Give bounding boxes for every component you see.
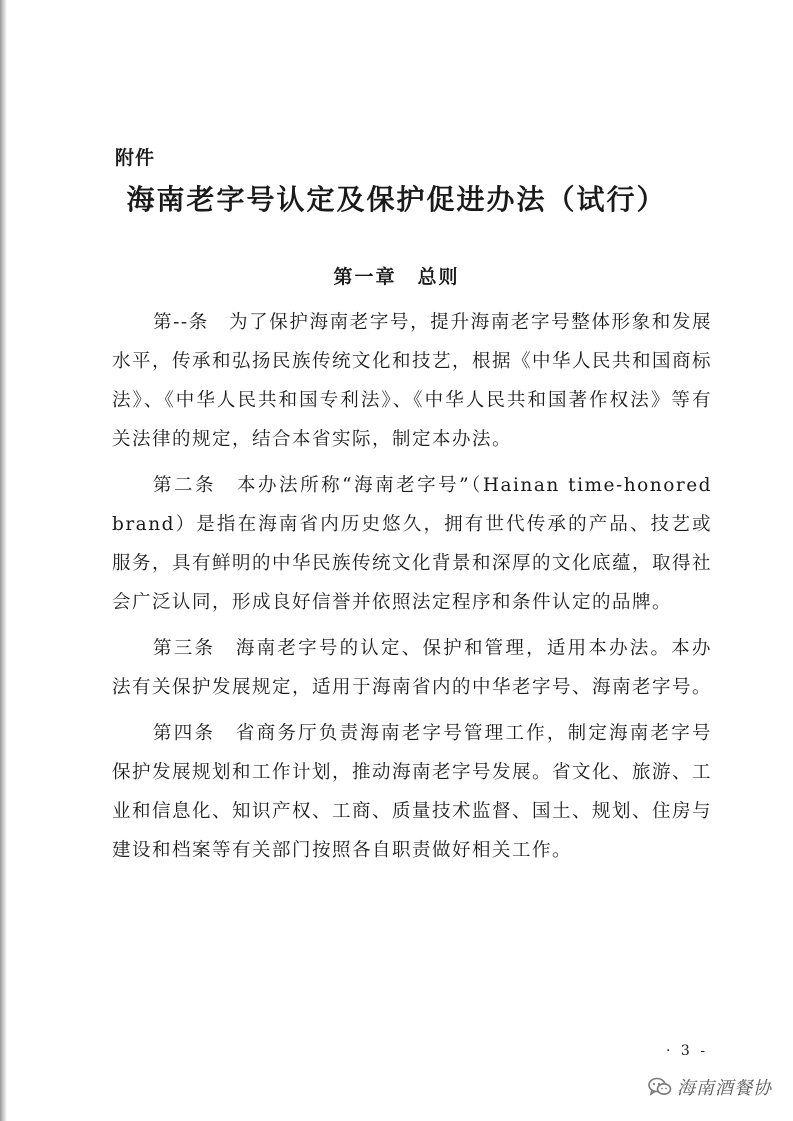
watermark xyxy=(648,1074,772,1100)
article-4: 第四条 省商务厅负责海南老字号管理工作，制定海南老字号保护发展规划和工作计划，推动海南老字号发展。省文化、旅游、工业和信息化、知识产权、工商、质量技术监督、国土、规划、住房与建设和档案等有关部门按照各自职责做好相关工作。 xyxy=(112,723,713,861)
wechat-icon xyxy=(648,1077,672,1097)
watermark-text: 海南酒餐协 xyxy=(677,1078,772,1099)
chapter-heading: 第一章 总则 xyxy=(333,266,460,288)
article-1: 第--条 为了保护海南老字号，提升海南老字号整体形象和发展水平，传承和弘扬民族传统文化和技艺，根据《中华人民共和国商标法》、《中华人民共和国专利法》、《中华人民共和国著作权法》等有关法律的规定，结合本省实际，制定本办法。 xyxy=(112,312,713,450)
page-number: · 3 - xyxy=(666,1043,708,1059)
article-2: 第二条 本办法所称“海南老字号”（Hainan time-honored brand）是指在海南省内历史悠久，拥有世代传承的产品、技艺或服务，具有鲜明的中华民族传统文化背景和深厚的文化底蕴，取得社会广泛认同，形成良好信誉并依照法定程序和条件认定的品牌。 xyxy=(112,475,720,613)
article-3: 第三条 海南老字号的认定、保护和管理，适用本办法。本办法有关保护发展规定，适用于海南省内的中华老字号、海南老字号。 xyxy=(112,638,713,698)
document-title: 海南老字号认定及保护促进办法（试行） xyxy=(126,183,667,216)
attachment-label: 附件 xyxy=(115,147,156,169)
article-list xyxy=(112,303,720,877)
